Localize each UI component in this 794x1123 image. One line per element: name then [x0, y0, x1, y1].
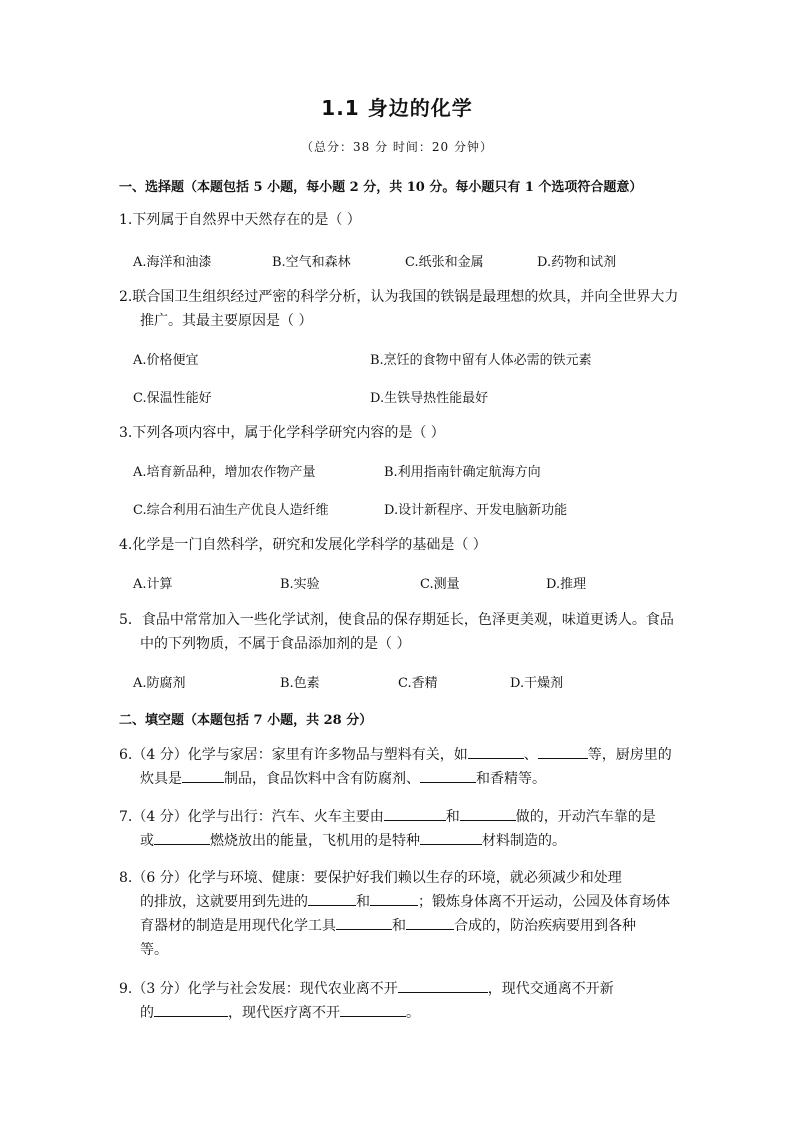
q1-option-b: B.空气和森林 [272, 255, 351, 270]
q6-blank-1[interactable] [468, 743, 524, 759]
q8-text-2: 的排放，这就要用到先进的 [140, 894, 308, 910]
section-multiple-choice: 一、选择题（本题包括 5 小题，每小题 2 分，共 10 分。每小题只有 1 个选项符合题意） [119, 180, 643, 195]
q9-text-4: ，现代医疗离不开 [228, 1005, 340, 1021]
q3-option-b: B.利用指南针确定航海方向 [384, 465, 541, 480]
question-8 [119, 866, 694, 962]
q8-blank-2[interactable] [370, 890, 418, 906]
q5-option-a: A.防腐剂 [133, 676, 186, 691]
score-time-info: （总分：38 分 时间：20 分钟） [301, 140, 493, 154]
q8-blank-4[interactable] [406, 914, 454, 930]
q5-option-c: C.香精 [398, 676, 438, 691]
question-2-stem: 2.联合国卫生组织经过严密的科学分析，认为我国的铁锅是最理想的炊具，并向全世界大力 [119, 289, 679, 305]
q7-text-3: 做的，开动汽车靠的是 [515, 809, 656, 825]
q9-text-1: 9.（3 分）化学与社会发展：现代农业离不开 [119, 981, 398, 997]
q8-text-3: 和 [356, 894, 370, 910]
question-7 [119, 805, 694, 853]
q6-text-2: 、 [523, 747, 538, 763]
q7-blank-4[interactable] [420, 829, 482, 845]
q3-option-c: C.综合利用石油生产优良人造纤维 [133, 503, 329, 518]
q8-text-5: 育器材的制造是用现代化学工具 [140, 918, 336, 934]
q4-option-c: C.测量 [420, 577, 460, 592]
q4-option-d: D.推理 [546, 577, 587, 592]
q2-option-c: C.保温性能好 [133, 391, 212, 406]
q9-blank-1[interactable] [398, 977, 488, 993]
q3-option-a: A.培育新品种，增加农作物产量 [133, 465, 316, 480]
q7-text-4: 或 [140, 833, 154, 849]
q7-text-1: 7.（4 分）化学与出行：汽车、火车主要由 [119, 809, 384, 825]
question-1-stem: 1.下列属于自然界中天然存在的是（ ） [119, 212, 361, 228]
q1-option-c: C.纸张和金属 [405, 255, 484, 270]
q6-text-1: 6.（4 分）化学与家居：家里有许多物品与塑料有关，如 [119, 747, 468, 763]
q9-blank-2[interactable] [154, 1001, 228, 1017]
q8-text-8: 等。 [140, 942, 168, 958]
q5-option-d: D.干燥剂 [510, 676, 564, 691]
q7-blank-2[interactable] [460, 805, 516, 821]
q6-text-5: 制品，食品饮料中含有防腐剂、 [224, 771, 420, 787]
q8-blank-3[interactable] [336, 914, 392, 930]
question-2-continuation: 推广。其最主要原因是（ ） [140, 313, 313, 329]
q9-blank-3[interactable] [340, 1001, 406, 1017]
question-1 [119, 208, 679, 232]
q8-text-7: 合成的，防治疾病要用到各种 [454, 918, 636, 934]
q3-option-d: D.设计新程序、开发电脑新功能 [384, 503, 568, 518]
q8-text-6: 和 [392, 918, 406, 934]
q6-text-6: 和香精等。 [476, 771, 546, 787]
question-4 [119, 533, 679, 557]
section-fill-in: 二、填空题（本题包括 7 小题，共 28 分） [119, 713, 373, 728]
q6-text-4: 炊具是 [140, 771, 182, 787]
q2-option-b: B.烹饪的食物中留有人体必需的铁元素 [370, 353, 592, 368]
q5-option-b: B.色素 [280, 676, 320, 691]
question-5 [119, 608, 684, 656]
q8-text-4: ；锻炼身体离不开运动，公园及体育场体 [418, 894, 670, 910]
question-6 [119, 743, 694, 791]
q7-blank-1[interactable] [384, 805, 446, 821]
question-9 [119, 977, 694, 1025]
q1-option-d: D.药物和试剂 [537, 255, 617, 270]
q1-option-a: A.海洋和油漆 [133, 255, 212, 270]
q7-text-5: 燃烧放出的能量，飞机用的是特种 [210, 833, 420, 849]
q6-blank-3[interactable] [182, 767, 224, 783]
question-2 [119, 285, 684, 333]
q9-text-5: 。 [406, 1005, 420, 1021]
q6-blank-2[interactable] [538, 743, 588, 759]
q4-option-b: B.实验 [280, 577, 320, 592]
q7-text-2: 和 [445, 809, 460, 825]
q6-blank-4[interactable] [420, 767, 476, 783]
question-5-continuation: 中的下列物质，不属于食品添加剂的是（ ） [140, 636, 411, 652]
q4-option-a: A.计算 [133, 577, 173, 592]
q7-text-6: 材料制造的。 [482, 833, 566, 849]
question-3-stem: 3.下列各项内容中，属于化学科学研究内容的是（ ） [119, 425, 445, 441]
question-3 [119, 421, 679, 445]
q2-option-a: A.价格便宜 [133, 353, 199, 368]
page-title: 1.1 身边的化学 [321, 96, 473, 120]
q8-blank-1[interactable] [308, 890, 356, 906]
q2-option-d: D.生铁导热性能最好 [370, 391, 489, 406]
question-4-stem: 4.化学是一门自然科学，研究和发展化学科学的基础是（ ） [119, 537, 487, 553]
question-5-stem: 5．食品中常常加入一些化学试剂，使食品的保存期延长，色泽更美观，味道更诱人。食品 [119, 612, 674, 628]
q9-text-2: ，现代交通离不开新 [487, 981, 614, 997]
q7-blank-3[interactable] [154, 829, 210, 845]
q8-text-1: 8.（6 分）化学与环境、健康：要保护好我们赖以生存的环境，就必须减少和处理 [119, 870, 622, 886]
q9-text-3: 的 [140, 1005, 154, 1021]
q6-text-3: 等，厨房里的 [587, 747, 672, 763]
